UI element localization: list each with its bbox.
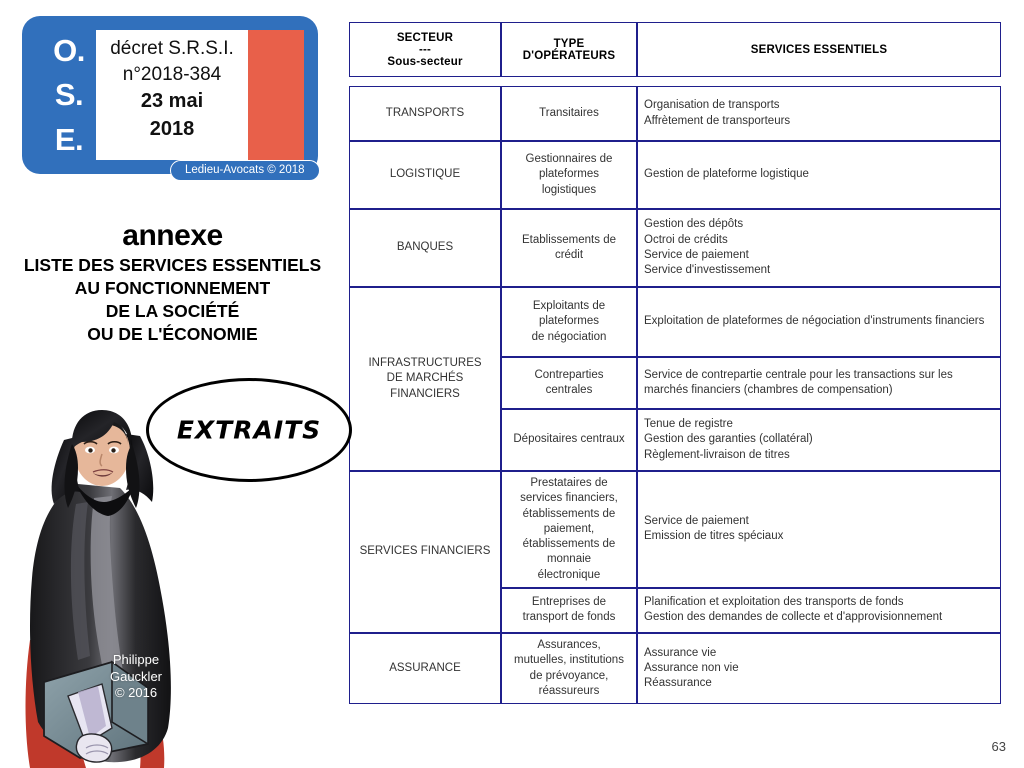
annexe-subtitle-line-2: AU FONCTIONNEMENT	[74, 278, 271, 299]
cell-sector-line: FINANCIERS	[390, 387, 460, 400]
table-row	[349, 471, 1001, 588]
annexe-subtitle-line-1: LISTE DES SERVICES ESSENTIELS	[23, 255, 322, 276]
cell-services-line: Gestion des demandes de collecte et d'approvisionnement	[644, 611, 943, 624]
header-secteur-line-2: ---	[418, 43, 432, 56]
artist-credit-line-1: Philippe	[112, 652, 160, 667]
ose-letter-o: O.	[53, 32, 85, 68]
decret-text	[96, 36, 248, 144]
cell-services	[637, 633, 1001, 704]
cell-services-line: Service de paiement	[644, 249, 749, 261]
decret-line-3: 23 mai	[140, 90, 204, 113]
cell-operator-line: Assurances,	[537, 638, 601, 651]
cell-services	[637, 409, 1001, 471]
decret-line-4: 2018	[149, 118, 195, 141]
cell-sector	[349, 633, 501, 704]
cell-operator-line: Entreprises de	[531, 596, 607, 609]
speech-bubble-tail-inner	[150, 439, 182, 459]
cell-operator	[501, 86, 637, 141]
ose-letter-e: E.	[54, 122, 84, 158]
cell-sector-line: INFRASTRUCTURES	[368, 357, 482, 370]
cell-operator	[501, 287, 637, 357]
table-row	[349, 209, 1001, 287]
cell-services	[637, 588, 1001, 633]
page-number: 63	[991, 739, 1006, 754]
cell-services-line: Service de paiement	[644, 515, 749, 528]
cell-operator-line: paiement,	[543, 522, 595, 535]
cell-sector-line: BANQUES	[396, 241, 454, 254]
ose-letters	[38, 28, 100, 162]
cell-sector-line: TRANSPORTS	[385, 106, 465, 119]
cell-sector	[349, 287, 501, 471]
cell-operator-line: Transitaires	[539, 106, 599, 119]
ledieu-avocats-credit-pill: Ledieu-Avocats © 2018	[170, 160, 320, 181]
cell-services	[637, 471, 1001, 588]
cell-operator-line: de prévoyance,	[529, 669, 609, 682]
decret-line-2: n°2018-384	[122, 64, 222, 86]
cell-sector	[349, 209, 501, 287]
cell-operator-line: Contreparties	[534, 368, 604, 381]
artist-credit	[88, 652, 184, 702]
cell-services-line: Règlement-livraison de titres	[644, 448, 790, 461]
cell-sector	[349, 86, 501, 141]
cell-operator-line: Etablissements de	[522, 233, 616, 246]
decret-box	[96, 30, 304, 160]
cell-services-line: Organisation de transports	[644, 99, 780, 112]
cell-services	[637, 357, 1001, 409]
cell-services-line: Service d'investissement	[644, 264, 771, 277]
cell-operator-line: centrales	[545, 384, 593, 396]
cell-services	[637, 86, 1001, 141]
cell-operator	[501, 409, 637, 471]
cell-operator	[501, 588, 637, 633]
cell-operator-line: réassureurs	[538, 684, 600, 697]
cell-services	[637, 287, 1001, 357]
header-secteur-line-1: SECTEUR	[396, 31, 454, 44]
header-cell-secteur	[349, 22, 501, 77]
cell-services-line: Gestion de plateforme logistique	[644, 168, 809, 181]
cell-operator-line: électronique	[537, 568, 601, 581]
cell-operator-line: établissements de	[522, 538, 616, 551]
speech-bubble	[146, 378, 352, 482]
cell-sector	[349, 471, 501, 633]
cell-services-line: Exploitation de plateformes de négociation d'instruments financiers	[644, 315, 985, 328]
cell-operator-line: établissements de	[522, 507, 616, 520]
cell-operator	[501, 633, 637, 704]
red-accent-block	[248, 30, 304, 160]
ose-letter-s: S.	[54, 77, 84, 113]
table-header-row	[349, 22, 1001, 77]
cell-sector-line: DE MARCHÉS	[386, 372, 464, 385]
table-body	[349, 86, 1001, 704]
cell-operator	[501, 357, 637, 409]
ose-logo-badge	[22, 16, 318, 174]
cell-operator-line: services financiers,	[520, 492, 618, 505]
cell-operator-line: crédit	[554, 249, 584, 261]
cell-operator	[501, 209, 637, 287]
annexe-subtitle-line-4: OU DE L'ÉCONOMIE	[87, 323, 258, 344]
table-row	[349, 141, 1001, 209]
cell-services-line: Planification et exploitation des transports de fonds	[644, 596, 904, 609]
artist-credit-line-2: Gauckler	[109, 668, 163, 684]
cell-sector-line: LOGISTIQUE	[389, 168, 461, 181]
artist-credit-line-3: © 2016	[114, 685, 158, 701]
cell-operator-line: plateformes	[538, 315, 600, 328]
cell-operator-line: monnaie	[546, 553, 592, 566]
table-row	[349, 86, 1001, 141]
annexe-subtitle	[0, 254, 345, 345]
table-row	[349, 287, 1001, 357]
left-panel	[0, 0, 345, 768]
cell-operator-line: Dépositaires centraux	[513, 433, 625, 446]
cell-services-line: Assurance non vie	[644, 661, 739, 674]
speech-bubble-text: EXTRAITS	[176, 415, 322, 445]
cell-sector-line: SERVICES FINANCIERS	[359, 545, 491, 558]
header-cell-type-operateurs: TYPE D'OPÉRATEURS	[501, 22, 637, 77]
cell-operator	[501, 141, 637, 209]
decret-line-1: décret S.R.S.I.	[110, 38, 234, 59]
cell-services-line: Assurance vie	[644, 646, 717, 659]
cell-services-line: Octroi de crédits	[644, 233, 728, 246]
cell-operator-line: Gestionnaires de	[525, 153, 613, 166]
cell-operator-line: plateformes	[538, 168, 600, 181]
cell-operator-line: Exploitants de	[532, 300, 606, 313]
cell-sector-line: ASSURANCE	[389, 661, 461, 674]
cell-services-line: Gestion des garanties (collatéral)	[644, 433, 813, 446]
cell-services-line: Service de contrepartie centrale pour les transactions sur les marchés financiers (chambres de compensation)	[644, 368, 953, 396]
cell-operator-line: de négociation	[531, 330, 607, 343]
services-essentiels-table-area	[349, 22, 1001, 704]
cell-operator-line: transport de fonds	[522, 611, 616, 624]
table-header	[349, 22, 1001, 77]
cell-services-line: Tenue de registre	[644, 418, 733, 431]
table-row	[349, 633, 1001, 704]
cell-services	[637, 141, 1001, 209]
cell-sector	[349, 141, 501, 209]
annexe-heading: annexe	[122, 219, 223, 252]
header-cell-services-essentiels: SERVICES ESSENTIELS	[637, 22, 1001, 77]
header-secteur-line-3: Sous-secteur	[387, 55, 463, 68]
page-title	[0, 218, 345, 345]
annexe-subtitle-line-3: DE LA SOCIÉTÉ	[105, 300, 240, 321]
cell-operator-line: Prestataires de	[530, 477, 608, 489]
cell-services-line: Affrètement de transporteurs	[644, 114, 791, 127]
cell-operator	[501, 471, 637, 588]
cell-services-line: Gestion des dépôts	[644, 218, 744, 231]
cell-operator-line: mutuelles, institutions	[514, 654, 624, 667]
cell-operator-line: logistiques	[541, 183, 597, 196]
cell-services-line: Réassurance	[644, 677, 712, 690]
cell-services-line: Emission de titres spéciaux	[644, 530, 784, 543]
cell-services	[637, 209, 1001, 287]
